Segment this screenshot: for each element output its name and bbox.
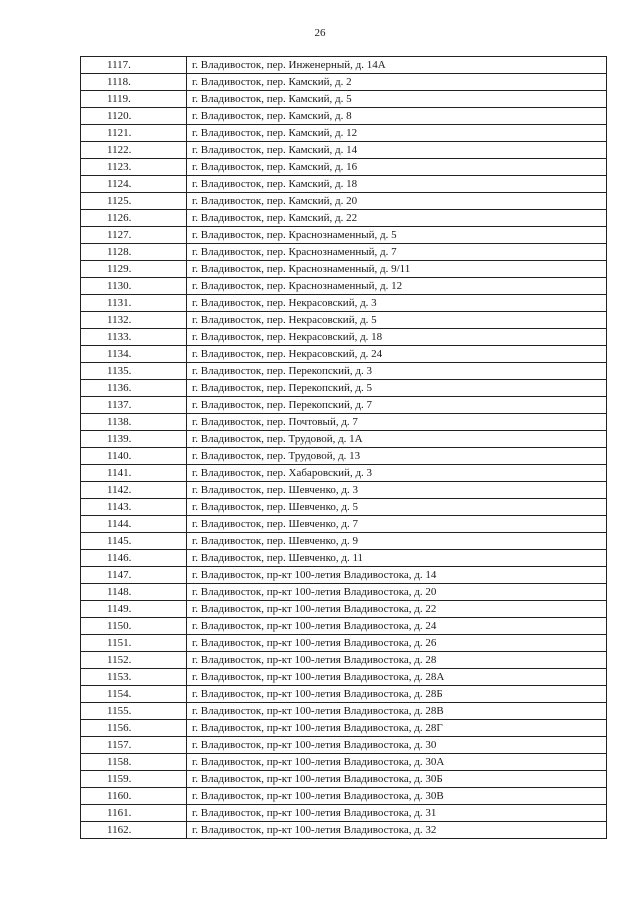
row-number: 1161. (81, 805, 187, 822)
row-address: г. Владивосток, пер. Инженерный, д. 14А (187, 57, 607, 74)
table-row (81, 601, 607, 618)
address-table (80, 56, 607, 839)
row-number: 1128. (81, 244, 187, 261)
row-address: г. Владивосток, пер. Перекопский, д. 7 (187, 397, 607, 414)
row-address: г. Владивосток, пр-кт 100-летия Владивостока, д. 28В (187, 703, 607, 720)
table-row (81, 516, 607, 533)
table-row (81, 499, 607, 516)
row-number: 1149. (81, 601, 187, 618)
table-row (81, 584, 607, 601)
row-address: г. Владивосток, пер. Камский, д. 16 (187, 159, 607, 176)
row-number: 1139. (81, 431, 187, 448)
table-row (81, 261, 607, 278)
table-row (81, 754, 607, 771)
row-number: 1137. (81, 397, 187, 414)
row-address: г. Владивосток, пер. Камский, д. 18 (187, 176, 607, 193)
row-number: 1156. (81, 720, 187, 737)
table-row (81, 74, 607, 91)
row-address: г. Владивосток, пер. Трудовой, д. 1А (187, 431, 607, 448)
row-address: г. Владивосток, пер. Некрасовский, д. 3 (187, 295, 607, 312)
row-number: 1118. (81, 74, 187, 91)
row-address: г. Владивосток, пр-кт 100-летия Владивостока, д. 30 (187, 737, 607, 754)
table-row (81, 363, 607, 380)
row-address: г. Владивосток, пер. Почтовый, д. 7 (187, 414, 607, 431)
row-number: 1141. (81, 465, 187, 482)
row-number: 1151. (81, 635, 187, 652)
row-number: 1131. (81, 295, 187, 312)
table-row (81, 448, 607, 465)
row-address: г. Владивосток, пер. Трудовой, д. 13 (187, 448, 607, 465)
row-address: г. Владивосток, пр-кт 100-летия Владивостока, д. 28А (187, 669, 607, 686)
row-number: 1155. (81, 703, 187, 720)
row-address: г. Владивосток, пр-кт 100-летия Владивостока, д. 28Г (187, 720, 607, 737)
row-number: 1159. (81, 771, 187, 788)
table-row (81, 635, 607, 652)
table-row (81, 244, 607, 261)
row-number: 1121. (81, 125, 187, 142)
table-row (81, 346, 607, 363)
row-address: г. Владивосток, пр-кт 100-летия Владивостока, д. 20 (187, 584, 607, 601)
row-number: 1123. (81, 159, 187, 176)
table-row (81, 108, 607, 125)
row-number: 1130. (81, 278, 187, 295)
row-number: 1145. (81, 533, 187, 550)
row-number: 1142. (81, 482, 187, 499)
table-row (81, 295, 607, 312)
table-row (81, 193, 607, 210)
row-address: г. Владивосток, пр-кт 100-летия Владивостока, д. 30Б (187, 771, 607, 788)
row-address: г. Владивосток, пер. Камский, д. 14 (187, 142, 607, 159)
table-row (81, 465, 607, 482)
row-address: г. Владивосток, пер. Шевченко, д. 9 (187, 533, 607, 550)
row-address: г. Владивосток, пер. Хабаровский, д. 3 (187, 465, 607, 482)
table-row (81, 822, 607, 839)
row-number: 1143. (81, 499, 187, 516)
row-address: г. Владивосток, пер. Некрасовский, д. 18 (187, 329, 607, 346)
row-address: г. Владивосток, пер. Камский, д. 8 (187, 108, 607, 125)
row-number: 1138. (81, 414, 187, 431)
row-number: 1126. (81, 210, 187, 227)
row-number: 1132. (81, 312, 187, 329)
row-address: г. Владивосток, пер. Краснознаменный, д. 9/11 (187, 261, 607, 278)
table-row (81, 329, 607, 346)
row-address: г. Владивосток, пер. Камский, д. 12 (187, 125, 607, 142)
table-row (81, 618, 607, 635)
row-address: г. Владивосток, пр-кт 100-летия Владивостока, д. 24 (187, 618, 607, 635)
table-row (81, 397, 607, 414)
row-address: г. Владивосток, пер. Шевченко, д. 7 (187, 516, 607, 533)
row-number: 1133. (81, 329, 187, 346)
row-number: 1157. (81, 737, 187, 754)
row-address: г. Владивосток, пр-кт 100-летия Владивостока, д. 28 (187, 652, 607, 669)
row-address: г. Владивосток, пер. Камский, д. 5 (187, 91, 607, 108)
table-row (81, 431, 607, 448)
row-address: г. Владивосток, пер. Некрасовский, д. 24 (187, 346, 607, 363)
row-number: 1147. (81, 567, 187, 584)
row-number: 1134. (81, 346, 187, 363)
row-number: 1117. (81, 57, 187, 74)
row-number: 1152. (81, 652, 187, 669)
row-address: г. Владивосток, пер. Шевченко, д. 11 (187, 550, 607, 567)
page-number: 26 (314, 27, 326, 39)
row-number: 1127. (81, 227, 187, 244)
row-address: г. Владивосток, пер. Шевченко, д. 5 (187, 499, 607, 516)
row-number: 1150. (81, 618, 187, 635)
row-number: 1154. (81, 686, 187, 703)
table-row (81, 720, 607, 737)
table-row (81, 278, 607, 295)
table-row (81, 550, 607, 567)
row-address: г. Владивосток, пр-кт 100-летия Владивостока, д. 31 (187, 805, 607, 822)
row-address: г. Владивосток, пер. Камский, д. 22 (187, 210, 607, 227)
table-row (81, 805, 607, 822)
row-number: 1162. (81, 822, 187, 839)
table-row (81, 142, 607, 159)
row-address: г. Владивосток, пер. Краснознаменный, д. 5 (187, 227, 607, 244)
row-number: 1119. (81, 91, 187, 108)
row-address: г. Владивосток, пр-кт 100-летия Владивостока, д. 30В (187, 788, 607, 805)
row-number: 1144. (81, 516, 187, 533)
row-number: 1124. (81, 176, 187, 193)
row-address: г. Владивосток, пр-кт 100-летия Владивостока, д. 26 (187, 635, 607, 652)
row-address: г. Владивосток, пер. Краснознаменный, д. 12 (187, 278, 607, 295)
row-number: 1120. (81, 108, 187, 125)
row-number: 1129. (81, 261, 187, 278)
row-number: 1135. (81, 363, 187, 380)
row-number: 1160. (81, 788, 187, 805)
row-number: 1125. (81, 193, 187, 210)
table-row (81, 482, 607, 499)
row-address: г. Владивосток, пр-кт 100-летия Владивостока, д. 28Б (187, 686, 607, 703)
row-number: 1153. (81, 669, 187, 686)
row-number: 1122. (81, 142, 187, 159)
row-number: 1146. (81, 550, 187, 567)
row-address: г. Владивосток, пер. Краснознаменный, д. 7 (187, 244, 607, 261)
table-row (81, 159, 607, 176)
table-row (81, 737, 607, 754)
row-address: г. Владивосток, пр-кт 100-летия Владивостока, д. 22 (187, 601, 607, 618)
table-row (81, 312, 607, 329)
table-row (81, 533, 607, 550)
row-address: г. Владивосток, пр-кт 100-летия Владивостока, д. 30А (187, 754, 607, 771)
table-row (81, 380, 607, 397)
address-table-body (81, 57, 607, 839)
table-row (81, 703, 607, 720)
row-address: г. Владивосток, пр-кт 100-летия Владивостока, д. 32 (187, 822, 607, 839)
row-number: 1158. (81, 754, 187, 771)
table-row (81, 414, 607, 431)
row-address: г. Владивосток, пер. Шевченко, д. 3 (187, 482, 607, 499)
table-row (81, 669, 607, 686)
table-row (81, 652, 607, 669)
table-row (81, 125, 607, 142)
row-address: г. Владивосток, пер. Камский, д. 20 (187, 193, 607, 210)
table-row (81, 210, 607, 227)
table-row (81, 57, 607, 74)
row-address: г. Владивосток, пр-кт 100-летия Владивостока, д. 14 (187, 567, 607, 584)
table-row (81, 567, 607, 584)
row-address: г. Владивосток, пер. Перекопский, д. 3 (187, 363, 607, 380)
row-number: 1148. (81, 584, 187, 601)
table-row (81, 771, 607, 788)
table-row (81, 788, 607, 805)
row-address: г. Владивосток, пер. Перекопский, д. 5 (187, 380, 607, 397)
table-row (81, 91, 607, 108)
row-number: 1140. (81, 448, 187, 465)
row-number: 1136. (81, 380, 187, 397)
table-row (81, 227, 607, 244)
table-row (81, 686, 607, 703)
row-address: г. Владивосток, пер. Некрасовский, д. 5 (187, 312, 607, 329)
row-address: г. Владивосток, пер. Камский, д. 2 (187, 74, 607, 91)
table-row (81, 176, 607, 193)
